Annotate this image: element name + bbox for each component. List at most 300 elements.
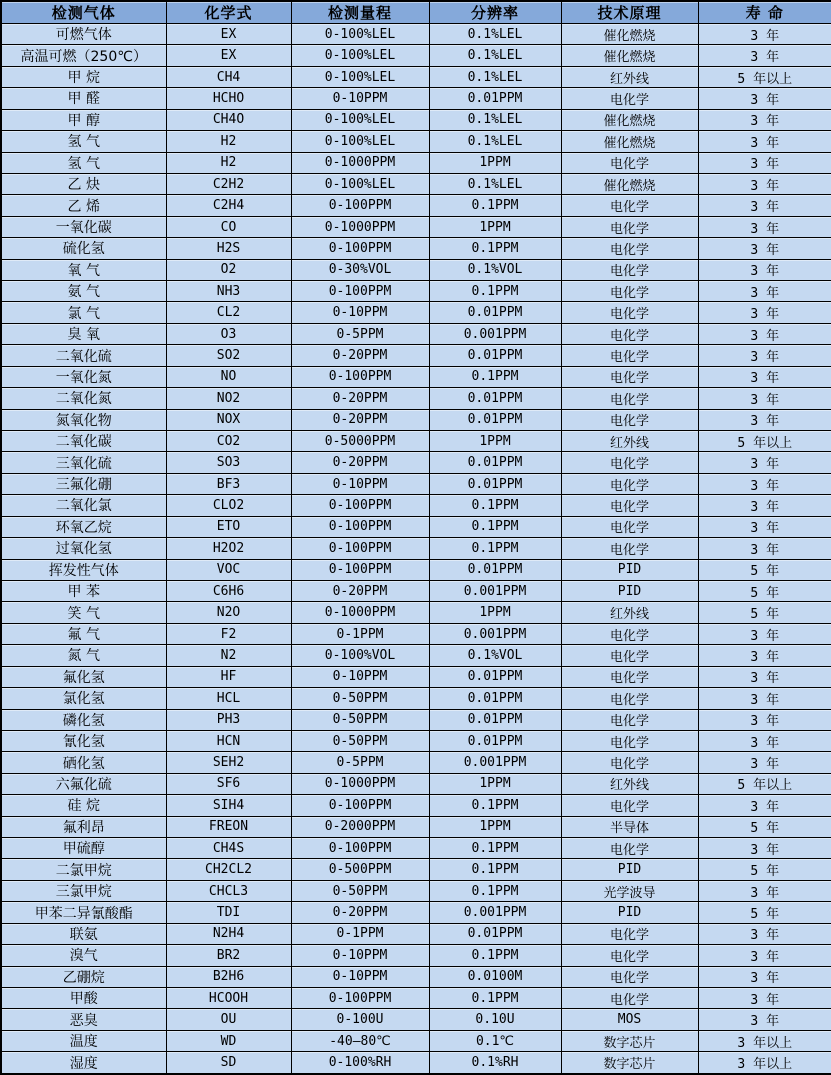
chemical-formula-cell: N2O [166, 602, 291, 623]
resolution-cell: 0.1%RH [429, 1052, 561, 1074]
chemical-formula-cell: F2 [166, 623, 291, 644]
table-row [1, 216, 831, 237]
lifespan-cell: 3 年 [698, 259, 831, 280]
table-row [1, 281, 831, 302]
chemical-formula-cell: CH4O [166, 109, 291, 130]
chemical-formula-cell: H2 [166, 152, 291, 173]
resolution-cell: 0.01PPM [429, 302, 561, 323]
chemical-formula-cell: NO2 [166, 388, 291, 409]
lifespan-cell: 5 年 [698, 902, 831, 923]
lifespan-cell: 3 年 [698, 195, 831, 216]
technology-cell: 电化学 [561, 966, 698, 987]
technology-cell: PID [561, 580, 698, 601]
chemical-formula-cell: CH4S [166, 838, 291, 859]
chemical-formula-cell: HCN [166, 730, 291, 751]
chemical-formula-cell: H2 [166, 131, 291, 152]
technology-cell: 电化学 [561, 452, 698, 473]
chemical-formula-cell: H2O2 [166, 538, 291, 559]
technology-cell: 电化学 [561, 709, 698, 730]
chemical-formula-cell: ETO [166, 516, 291, 537]
detection-range-cell: 0-50PPM [291, 709, 429, 730]
resolution-cell: 0.01PPM [429, 688, 561, 709]
lifespan-cell: 3 年 [698, 452, 831, 473]
gas-name-cell: 乙 炔 [1, 173, 166, 194]
resolution-cell: 0.01PPM [429, 559, 561, 580]
gas-name-cell: 氢 气 [1, 152, 166, 173]
detection-range-cell: 0-100PPM [291, 281, 429, 302]
technology-cell: 催化燃烧 [561, 173, 698, 194]
detection-range-cell: 0-5PPM [291, 752, 429, 773]
chemical-formula-cell: NH3 [166, 281, 291, 302]
detection-range-cell: 0-100PPM [291, 238, 429, 259]
detection-range-cell: 0-100PPM [291, 495, 429, 516]
lifespan-cell: 3 年 [698, 516, 831, 537]
chemical-formula-cell: C2H4 [166, 195, 291, 216]
lifespan-cell: 3 年 [698, 173, 831, 194]
chemical-formula-cell: SEH2 [166, 752, 291, 773]
resolution-cell: 0.1℃ [429, 1030, 561, 1051]
gas-name-cell: 三氟化硼 [1, 473, 166, 494]
technology-cell: 电化学 [561, 366, 698, 387]
table-row [1, 516, 831, 537]
table-row [1, 666, 831, 687]
table-row [1, 131, 831, 152]
lifespan-cell: 3 年以上 [698, 1052, 831, 1074]
resolution-cell: 0.01PPM [429, 473, 561, 494]
technology-cell: 电化学 [561, 752, 698, 773]
table-row [1, 366, 831, 387]
detection-range-cell: 0-10PPM [291, 966, 429, 987]
table-row [1, 259, 831, 280]
chemical-formula-cell: CL2 [166, 302, 291, 323]
technology-cell: 数字芯片 [561, 1030, 698, 1051]
detection-range-cell: 0-500PPM [291, 859, 429, 880]
detection-range-cell: 0-20PPM [291, 345, 429, 366]
lifespan-cell: 3 年 [698, 945, 831, 966]
technology-cell: 电化学 [561, 623, 698, 644]
technology-cell: 电化学 [561, 516, 698, 537]
resolution-cell: 0.1%LEL [429, 45, 561, 66]
table-row [1, 816, 831, 837]
table-row [1, 431, 831, 452]
chemical-formula-cell: O2 [166, 259, 291, 280]
table-row [1, 24, 831, 45]
technology-cell: 电化学 [561, 945, 698, 966]
technology-cell: 电化学 [561, 645, 698, 666]
detection-range-cell: 0-10PPM [291, 88, 429, 109]
resolution-cell: 1PPM [429, 216, 561, 237]
gas-name-cell: 挥发性气体 [1, 559, 166, 580]
resolution-cell: 0.1%LEL [429, 173, 561, 194]
gas-name-cell: 甲 醇 [1, 109, 166, 130]
technology-cell: 电化学 [561, 388, 698, 409]
gas-name-cell: 甲苯二异氰酸酯 [1, 902, 166, 923]
detection-range-cell: 0-1000PPM [291, 773, 429, 794]
gas-name-cell: 氢 气 [1, 131, 166, 152]
gas-name-cell: 氟化氢 [1, 666, 166, 687]
column-header-detection-range: 检测量程 [291, 1, 429, 24]
detection-range-cell: 0-2000PPM [291, 816, 429, 837]
table-row [1, 602, 831, 623]
resolution-cell: 0.1PPM [429, 238, 561, 259]
resolution-cell: 0.1PPM [429, 195, 561, 216]
header-row [1, 1, 831, 24]
lifespan-cell: 3 年 [698, 623, 831, 644]
table-row [1, 345, 831, 366]
table-row [1, 623, 831, 644]
chemical-formula-cell: C2H2 [166, 173, 291, 194]
gas-name-cell: 氯 气 [1, 302, 166, 323]
chemical-formula-cell: N2H4 [166, 923, 291, 944]
technology-cell: 电化学 [561, 88, 698, 109]
detection-range-cell: 0-1PPM [291, 623, 429, 644]
table-row [1, 195, 831, 216]
gas-name-cell: 恶臭 [1, 1009, 166, 1030]
gas-name-cell: 二氧化氮 [1, 388, 166, 409]
gas-name-cell: 三氯甲烷 [1, 880, 166, 901]
resolution-cell: 0.001PPM [429, 623, 561, 644]
lifespan-cell: 5 年 [698, 559, 831, 580]
table-row [1, 538, 831, 559]
table-row [1, 452, 831, 473]
lifespan-cell: 3 年 [698, 109, 831, 130]
detection-range-cell: 0-10PPM [291, 302, 429, 323]
gas-name-cell: 氯化氢 [1, 688, 166, 709]
lifespan-cell: 3 年 [698, 216, 831, 237]
lifespan-cell: 3 年 [698, 388, 831, 409]
technology-cell: 电化学 [561, 152, 698, 173]
detection-range-cell: 0-100PPM [291, 838, 429, 859]
table-row [1, 66, 831, 87]
lifespan-cell: 3 年 [698, 923, 831, 944]
lifespan-cell: 3 年 [698, 131, 831, 152]
resolution-cell: 0.1PPM [429, 838, 561, 859]
lifespan-cell: 3 年 [698, 302, 831, 323]
resolution-cell: 1PPM [429, 431, 561, 452]
gas-name-cell: 六氟化硫 [1, 773, 166, 794]
detection-range-cell: 0-100PPM [291, 195, 429, 216]
lifespan-cell: 3 年 [698, 987, 831, 1008]
chemical-formula-cell: CH2CL2 [166, 859, 291, 880]
lifespan-cell: 5 年以上 [698, 66, 831, 87]
gas-name-cell: 乙硼烷 [1, 966, 166, 987]
gas-name-cell: 二氧化硫 [1, 345, 166, 366]
table-row [1, 1052, 831, 1074]
chemical-formula-cell: NO [166, 366, 291, 387]
chemical-formula-cell: HCOOH [166, 987, 291, 1008]
table-row [1, 388, 831, 409]
gas-name-cell: 磷化氢 [1, 709, 166, 730]
resolution-cell: 0.1%LEL [429, 66, 561, 87]
gas-name-cell: 硫化氢 [1, 238, 166, 259]
gas-name-cell: 臭 氧 [1, 323, 166, 344]
technology-cell: PID [561, 859, 698, 880]
table-row [1, 88, 831, 109]
lifespan-cell: 3 年 [698, 409, 831, 430]
resolution-cell: 0.01PPM [429, 666, 561, 687]
detection-range-cell: -40—80℃ [291, 1030, 429, 1051]
resolution-cell: 0.1%VOL [429, 259, 561, 280]
chemical-formula-cell: HCL [166, 688, 291, 709]
gas-name-cell: 硅 烷 [1, 795, 166, 816]
detection-range-cell: 0-1PPM [291, 923, 429, 944]
lifespan-cell: 3 年 [698, 966, 831, 987]
chemical-formula-cell: CLO2 [166, 495, 291, 516]
chemical-formula-cell: SO2 [166, 345, 291, 366]
lifespan-cell: 3 年 [698, 238, 831, 259]
detection-range-cell: 0-50PPM [291, 688, 429, 709]
technology-cell: 催化燃烧 [561, 45, 698, 66]
detection-range-cell: 0-50PPM [291, 730, 429, 751]
technology-cell: 光学波导 [561, 880, 698, 901]
lifespan-cell: 3 年 [698, 1009, 831, 1030]
chemical-formula-cell: H2S [166, 238, 291, 259]
table-row [1, 495, 831, 516]
lifespan-cell: 5 年以上 [698, 431, 831, 452]
chemical-formula-cell: CHCL3 [166, 880, 291, 901]
technology-cell: 电化学 [561, 473, 698, 494]
table-row [1, 238, 831, 259]
gas-name-cell: 二氯甲烷 [1, 859, 166, 880]
resolution-cell: 0.1PPM [429, 495, 561, 516]
lifespan-cell: 3 年 [698, 752, 831, 773]
table-row [1, 1009, 831, 1030]
detection-range-cell: 0-10PPM [291, 473, 429, 494]
lifespan-cell: 5 年 [698, 816, 831, 837]
technology-cell: MOS [561, 1009, 698, 1030]
technology-cell: 催化燃烧 [561, 109, 698, 130]
lifespan-cell: 3 年 [698, 880, 831, 901]
detection-range-cell: 0-50PPM [291, 880, 429, 901]
resolution-cell: 0.1PPM [429, 516, 561, 537]
detection-range-cell: 0-100PPM [291, 366, 429, 387]
gas-name-cell: 联氨 [1, 923, 166, 944]
chemical-formula-cell: SF6 [166, 773, 291, 794]
chemical-formula-cell: SIH4 [166, 795, 291, 816]
gas-name-cell: 过氧化氢 [1, 538, 166, 559]
resolution-cell: 0.01PPM [429, 730, 561, 751]
resolution-cell: 0.1PPM [429, 945, 561, 966]
resolution-cell: 0.1%LEL [429, 109, 561, 130]
resolution-cell: 0.001PPM [429, 580, 561, 601]
resolution-cell: 0.001PPM [429, 323, 561, 344]
column-header-technology: 技术原理 [561, 1, 698, 24]
resolution-cell: 0.1PPM [429, 281, 561, 302]
detection-range-cell: 0-10PPM [291, 945, 429, 966]
table-row [1, 773, 831, 794]
table-row [1, 709, 831, 730]
gas-name-cell: 三氧化硫 [1, 452, 166, 473]
table-row [1, 945, 831, 966]
chemical-formula-cell: VOC [166, 559, 291, 580]
gas-name-cell: 可燃气体 [1, 24, 166, 45]
detection-range-cell: 0-20PPM [291, 409, 429, 430]
table-row [1, 1030, 831, 1051]
technology-cell: 电化学 [561, 666, 698, 687]
technology-cell: 电化学 [561, 688, 698, 709]
resolution-cell: 0.001PPM [429, 902, 561, 923]
detection-range-cell: 0-1000PPM [291, 216, 429, 237]
detection-range-cell: 0-100%VOL [291, 645, 429, 666]
technology-cell: 半导体 [561, 816, 698, 837]
detection-range-cell: 0-1000PPM [291, 602, 429, 623]
chemical-formula-cell: WD [166, 1030, 291, 1051]
technology-cell: 电化学 [561, 495, 698, 516]
detection-range-cell: 0-100PPM [291, 516, 429, 537]
table-row [1, 409, 831, 430]
technology-cell: 电化学 [561, 987, 698, 1008]
detection-range-cell: 0-100PPM [291, 795, 429, 816]
technology-cell: PID [561, 559, 698, 580]
table-row [1, 987, 831, 1008]
chemical-formula-cell: CO [166, 216, 291, 237]
technology-cell: 电化学 [561, 795, 698, 816]
detection-range-cell: 0-5000PPM [291, 431, 429, 452]
resolution-cell: 0.01PPM [429, 409, 561, 430]
gas-name-cell: 硒化氢 [1, 752, 166, 773]
gas-name-cell: 笑 气 [1, 602, 166, 623]
detection-range-cell: 0-20PPM [291, 902, 429, 923]
technology-cell: 红外线 [561, 431, 698, 452]
technology-cell: 红外线 [561, 66, 698, 87]
lifespan-cell: 3 年 [698, 666, 831, 687]
lifespan-cell: 3 年 [698, 838, 831, 859]
resolution-cell: 1PPM [429, 152, 561, 173]
technology-cell: 电化学 [561, 302, 698, 323]
column-header-gas-name: 检测气体 [1, 1, 166, 24]
resolution-cell: 0.1PPM [429, 366, 561, 387]
gas-name-cell: 氮氧化物 [1, 409, 166, 430]
detection-range-cell: 0-100PPM [291, 559, 429, 580]
resolution-cell: 0.1PPM [429, 795, 561, 816]
lifespan-cell: 3 年 [698, 495, 831, 516]
resolution-cell: 1PPM [429, 816, 561, 837]
gas-name-cell: 氰化氢 [1, 730, 166, 751]
detection-range-cell: 0-100%LEL [291, 131, 429, 152]
lifespan-cell: 3 年 [698, 24, 831, 45]
chemical-formula-cell: TDI [166, 902, 291, 923]
chemical-formula-cell: BF3 [166, 473, 291, 494]
table-row [1, 45, 831, 66]
table-row [1, 880, 831, 901]
table-row [1, 923, 831, 944]
resolution-cell: 0.01PPM [429, 709, 561, 730]
detection-range-cell: 0-100%LEL [291, 173, 429, 194]
lifespan-cell: 3 年 [698, 45, 831, 66]
table-row [1, 688, 831, 709]
lifespan-cell: 3 年 [698, 645, 831, 666]
lifespan-cell: 3 年 [698, 152, 831, 173]
resolution-cell: 0.01PPM [429, 388, 561, 409]
gas-name-cell: 一氧化碳 [1, 216, 166, 237]
technology-cell: 电化学 [561, 923, 698, 944]
technology-cell: PID [561, 902, 698, 923]
technology-cell: 电化学 [561, 838, 698, 859]
gas-name-cell: 氧 气 [1, 259, 166, 280]
lifespan-cell: 3 年 [698, 88, 831, 109]
chemical-formula-cell: EX [166, 24, 291, 45]
technology-cell: 红外线 [561, 602, 698, 623]
table-row [1, 173, 831, 194]
lifespan-cell: 5 年以上 [698, 773, 831, 794]
technology-cell: 红外线 [561, 773, 698, 794]
resolution-cell: 0.01PPM [429, 923, 561, 944]
table-header [1, 1, 831, 24]
table-row [1, 302, 831, 323]
resolution-cell: 0.1%LEL [429, 131, 561, 152]
lifespan-cell: 3 年以上 [698, 1030, 831, 1051]
table-row [1, 580, 831, 601]
gas-name-cell: 环氧乙烷 [1, 516, 166, 537]
gas-name-cell: 甲硫醇 [1, 838, 166, 859]
gas-name-cell: 氨 气 [1, 281, 166, 302]
resolution-cell: 0.1%VOL [429, 645, 561, 666]
column-header-resolution: 分辨率 [429, 1, 561, 24]
technology-cell: 催化燃烧 [561, 24, 698, 45]
resolution-cell: 0.001PPM [429, 752, 561, 773]
lifespan-cell: 5 年 [698, 859, 831, 880]
column-header-chemical-formula: 化学式 [166, 1, 291, 24]
detection-range-cell: 0-100PPM [291, 538, 429, 559]
detection-range-cell: 0-20PPM [291, 580, 429, 601]
gas-name-cell: 一氧化氮 [1, 366, 166, 387]
detection-range-cell: 0-5PPM [291, 323, 429, 344]
lifespan-cell: 3 年 [698, 538, 831, 559]
chemical-formula-cell: N2 [166, 645, 291, 666]
detection-range-cell: 0-100PPM [291, 987, 429, 1008]
table-row [1, 838, 831, 859]
technology-cell: 数字芯片 [561, 1052, 698, 1074]
table-row [1, 152, 831, 173]
technology-cell: 电化学 [561, 238, 698, 259]
lifespan-cell: 5 年 [698, 602, 831, 623]
gas-name-cell: 甲 醛 [1, 88, 166, 109]
lifespan-cell: 3 年 [698, 345, 831, 366]
gas-name-cell: 二氧化氯 [1, 495, 166, 516]
chemical-formula-cell: SO3 [166, 452, 291, 473]
detection-range-cell: 0-100%LEL [291, 109, 429, 130]
gas-name-cell: 氟利昂 [1, 816, 166, 837]
detection-range-cell: 0-20PPM [291, 388, 429, 409]
gas-name-cell: 温度 [1, 1030, 166, 1051]
technology-cell: 电化学 [561, 195, 698, 216]
technology-cell: 催化燃烧 [561, 131, 698, 152]
column-header-lifespan: 寿 命 [698, 1, 831, 24]
resolution-cell: 0.1PPM [429, 987, 561, 1008]
lifespan-cell: 3 年 [698, 281, 831, 302]
gas-name-cell: 甲酸 [1, 987, 166, 1008]
table-row [1, 795, 831, 816]
gas-name-cell: 高温可燃（250℃） [1, 45, 166, 66]
table-body [1, 24, 831, 1075]
gas-name-cell: 乙 烯 [1, 195, 166, 216]
resolution-cell: 0.0100M [429, 966, 561, 987]
lifespan-cell: 3 年 [698, 473, 831, 494]
detection-range-cell: 0-30%VOL [291, 259, 429, 280]
lifespan-cell: 3 年 [698, 795, 831, 816]
chemical-formula-cell: FREON [166, 816, 291, 837]
table-row [1, 323, 831, 344]
table-row [1, 645, 831, 666]
gas-name-cell: 湿度 [1, 1052, 166, 1074]
technology-cell: 电化学 [561, 730, 698, 751]
resolution-cell: 1PPM [429, 773, 561, 794]
resolution-cell: 0.1PPM [429, 538, 561, 559]
chemical-formula-cell: HCHO [166, 88, 291, 109]
technology-cell: 电化学 [561, 323, 698, 344]
resolution-cell: 0.1PPM [429, 859, 561, 880]
lifespan-cell: 3 年 [698, 688, 831, 709]
